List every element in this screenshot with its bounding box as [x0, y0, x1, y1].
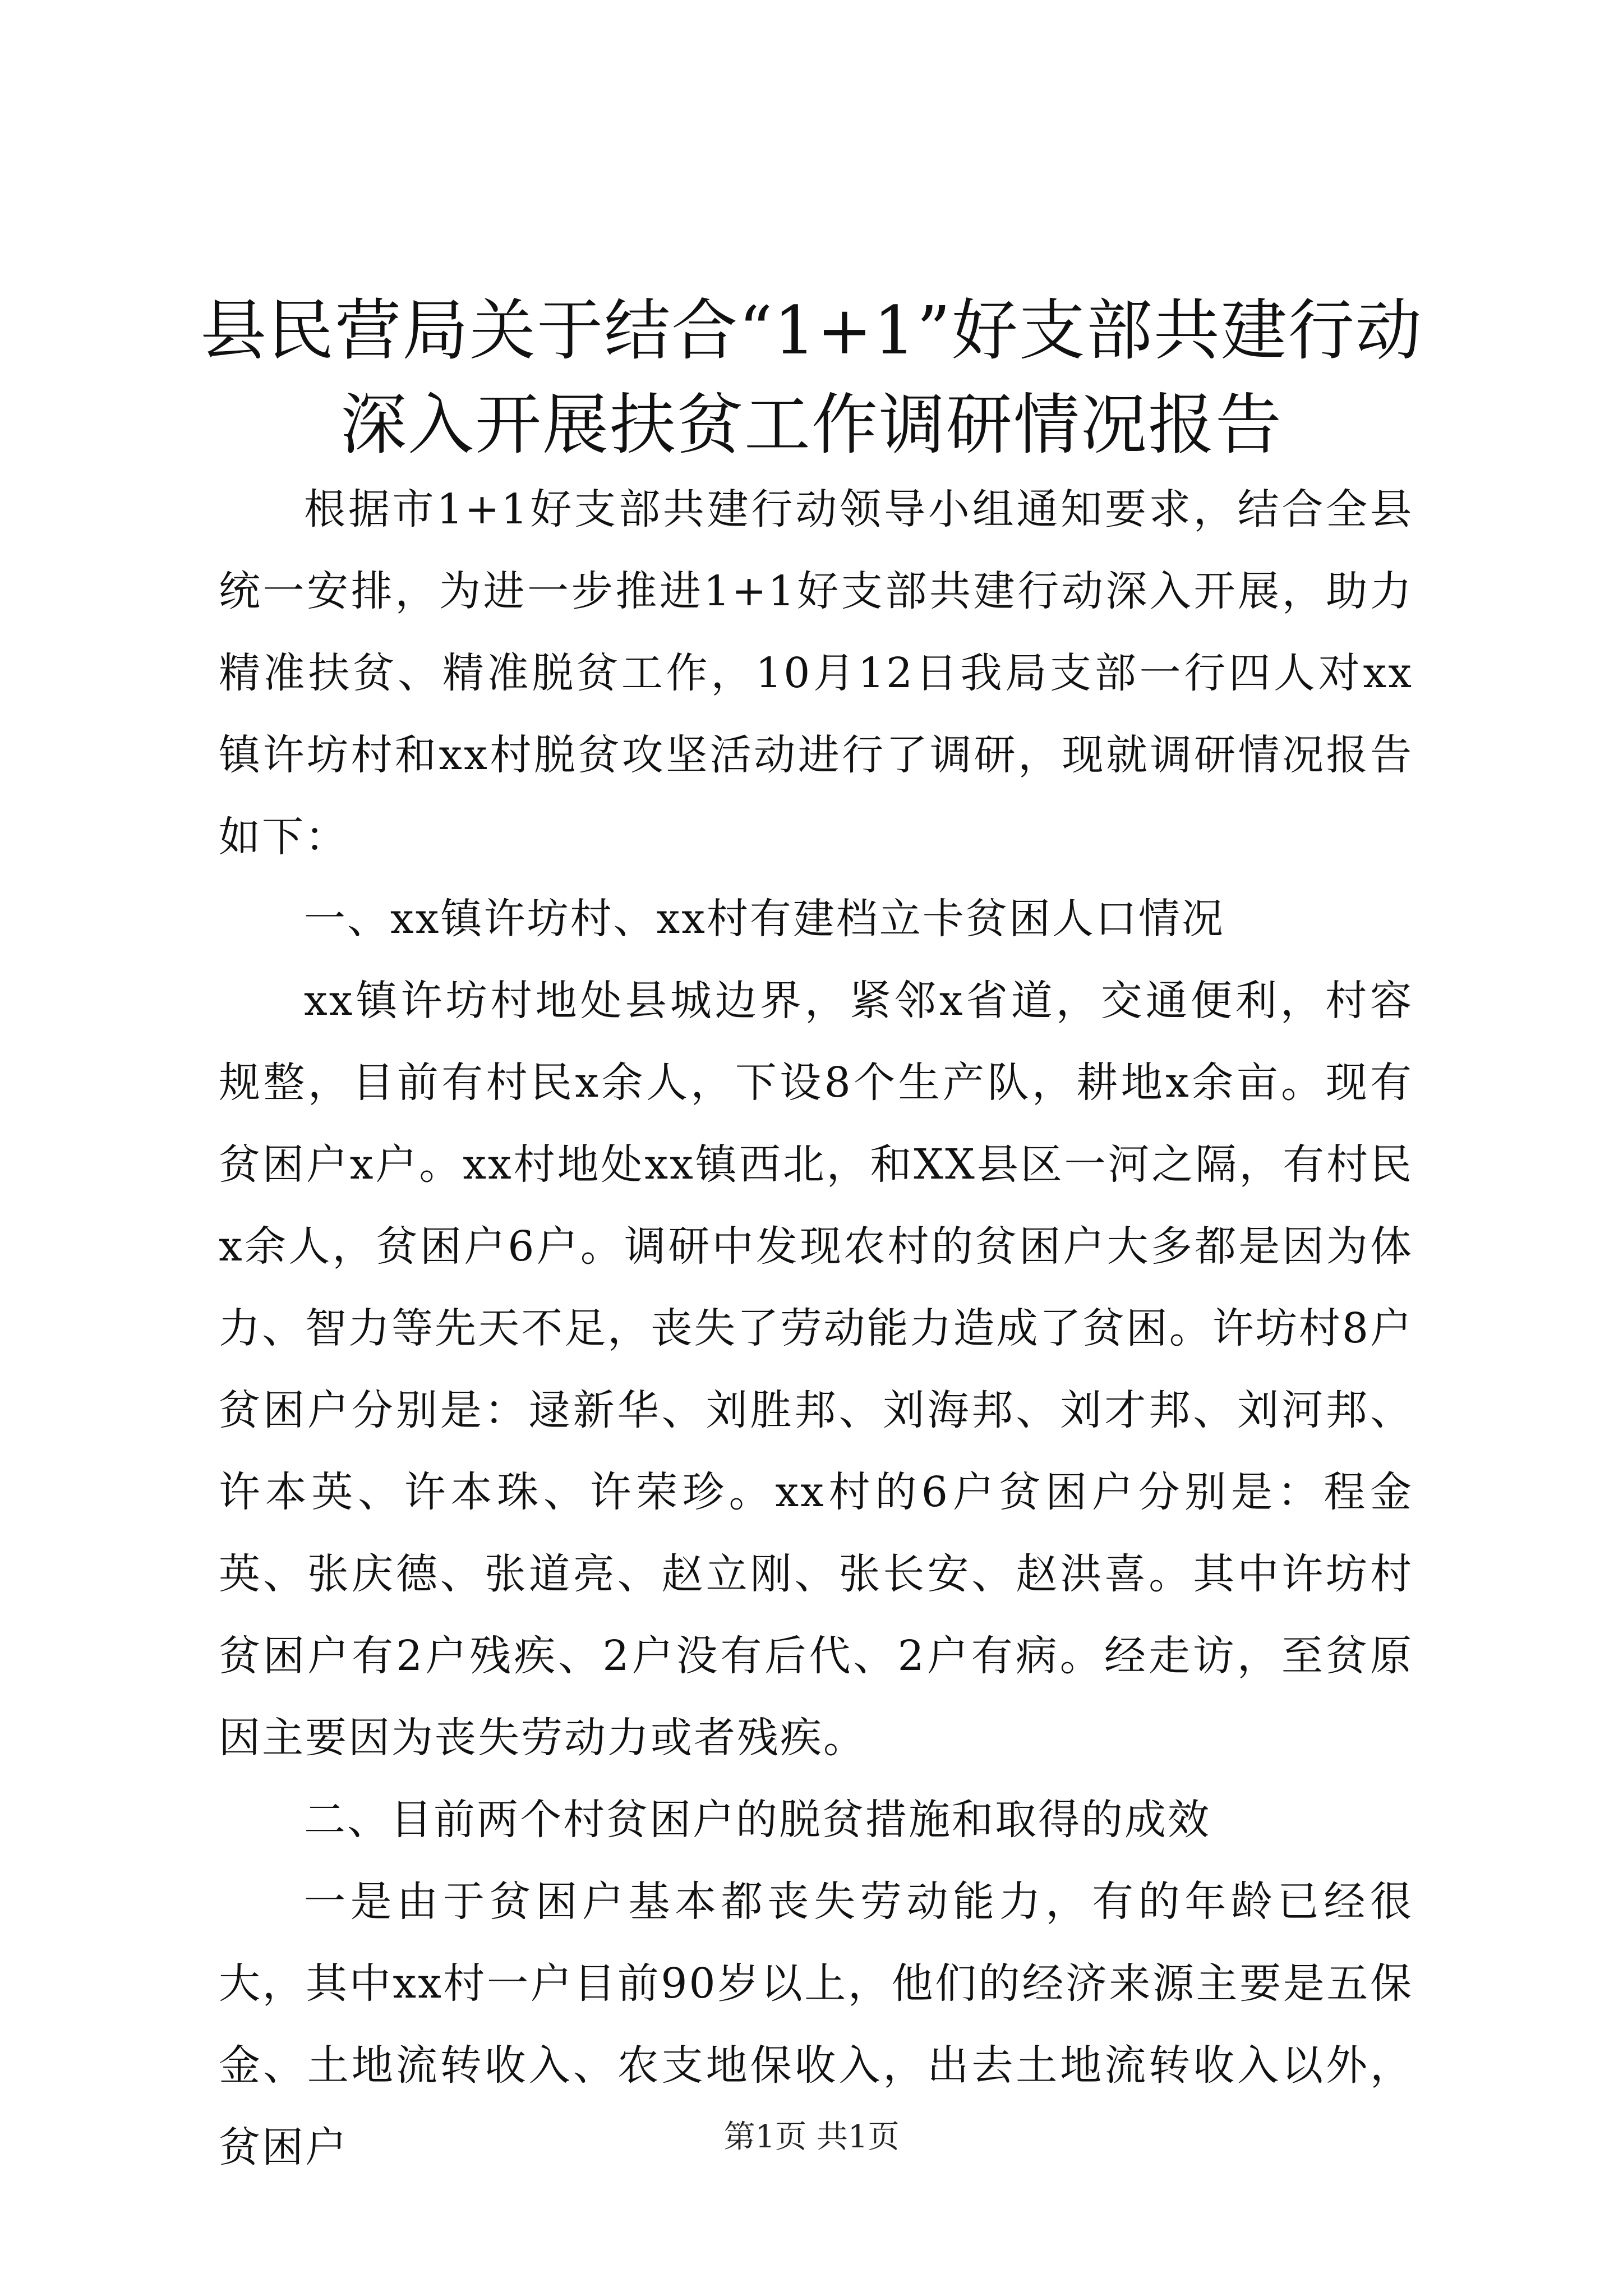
- document-body: [219, 468, 1413, 2188]
- intro-paragraph: 根据市1+1好支部共建行动领导小组通知要求，结合全县统一安排，为进一步推进1+1好支部共建行动深入开展，助力精准扶贫、精准脱贫工作，10月12日我局支部一行四人对xx镇许坊村和xx村脱贫攻坚活动进行了调研，现就调研情况报告如下：: [219, 485, 1413, 861]
- page-footer: 第1页 共1页: [723, 2119, 900, 2155]
- section-heading-2: 二、目前两个村贫困户的脱贫措施和取得的成效: [304, 1796, 1211, 1844]
- document-title: 县民营局关于结合“1+1”好支部共建行动深入开展扶贫工作调研情况报告: [200, 292, 1423, 463]
- section-2-paragraph: 一是由于贫困户基本都丧失劳动能力，有的年龄已经很大，其中xx村一户目前90岁以上，他们的经济来源主要是五保金、土地流转收入、农支地保收入，出去土地流转收入以外，贫困户: [219, 1878, 1413, 2171]
- section-heading-1: 一、xx镇许坊村、xx村有建档立卡贫困人口情况: [304, 895, 1225, 943]
- section-1-paragraph: xx镇许坊村地处县城边界，紧邻x省道，交通便利，村容规整，目前有村民x余人，下设8个生产队，耕地x余亩。现有贫困户x户。xx村地处xx镇西北，和XX县区一河之隔，有村民x余人，贫困户6户。调研中发现农村的贫困户大多都是因为体力、智力等先天不足，丧失了劳动能力造成了贫困。许坊村8户贫困户分别是：逯新华、刘胜邦、刘海邦、刘才邦、刘河邦、许本英、许本珠、许荣珍。xx村的6户贫困户分别是：程金英、张庆德、张道亮、赵立刚、张长安、赵洪喜。其中许坊村贫困户有2户残疾、2户没有后代、2户有病。经走访，至贫原因主要因为丧失劳动力或者残疾。: [219, 977, 1413, 1762]
